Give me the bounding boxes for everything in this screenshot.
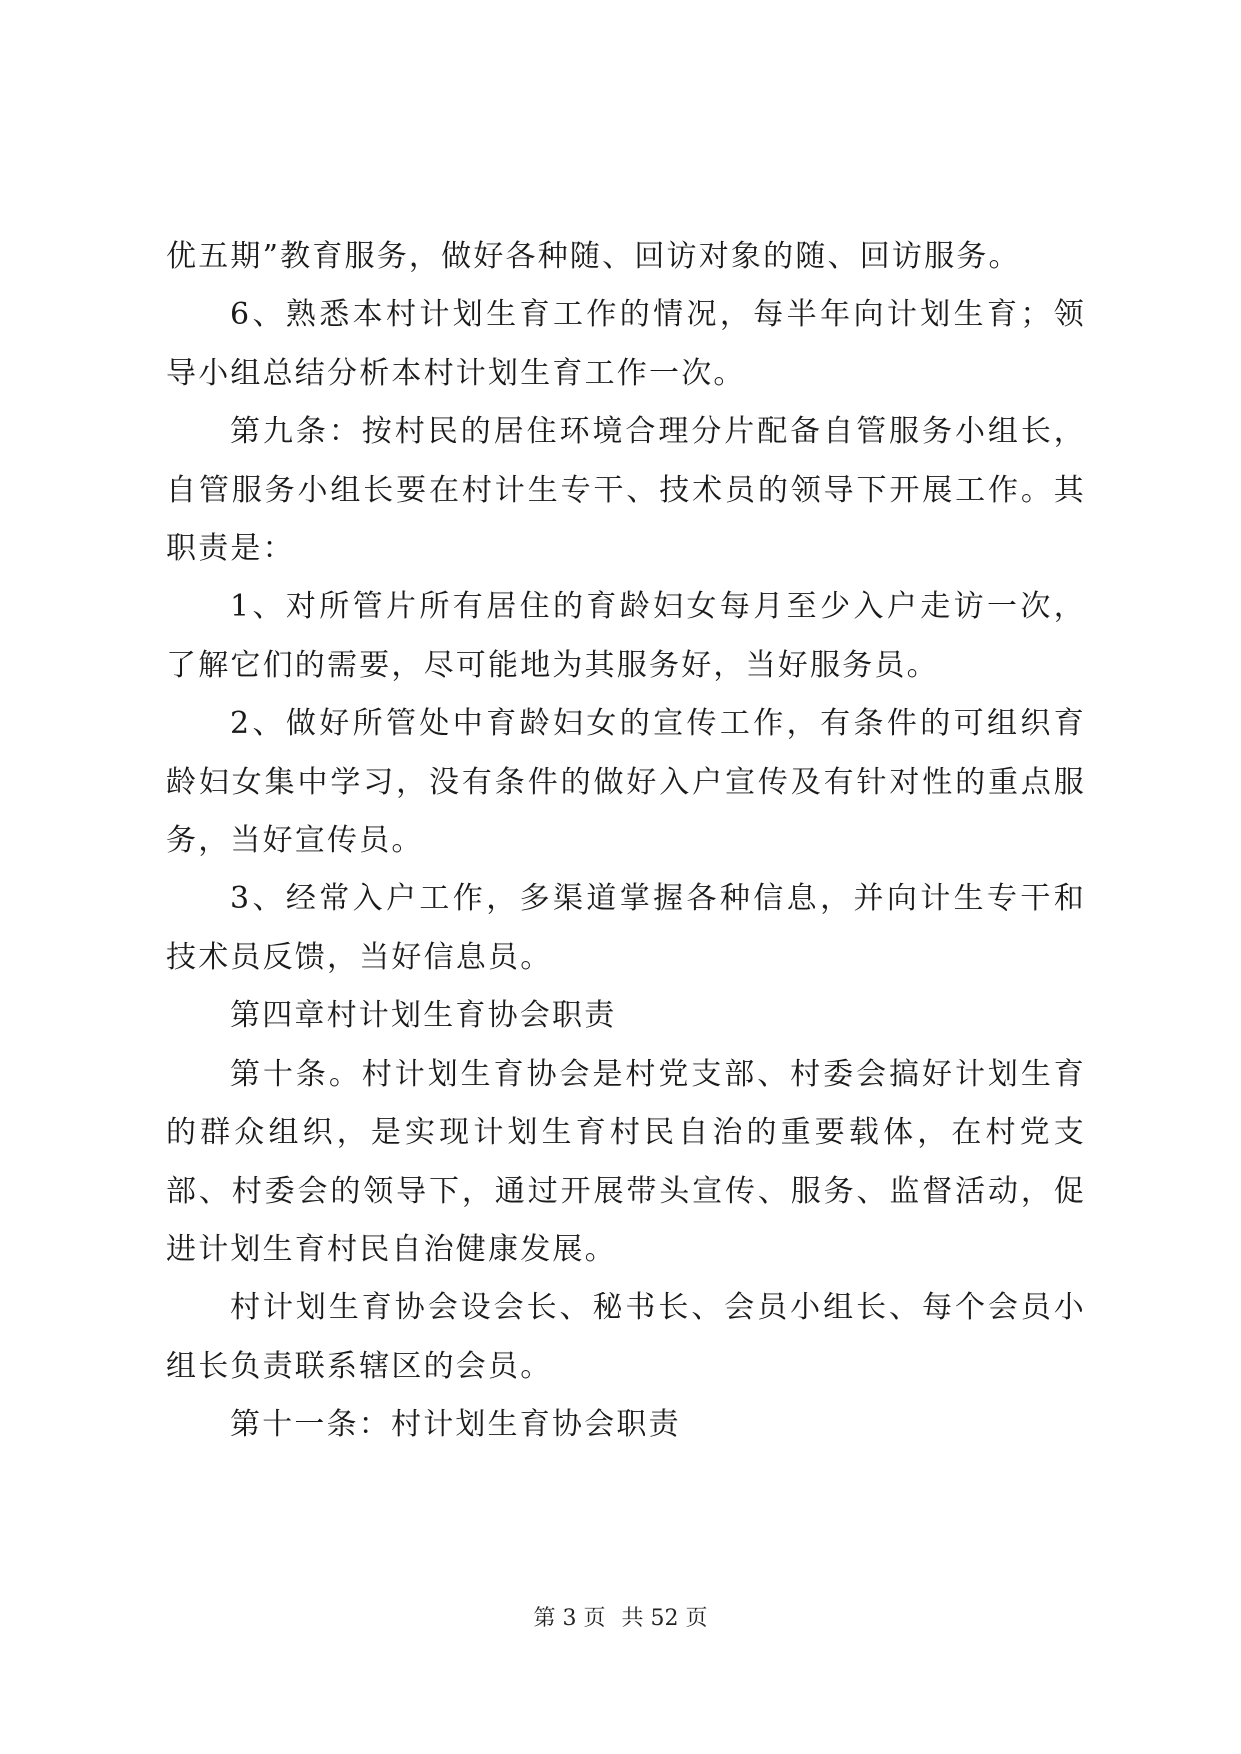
paragraph: 3、经常入户工作，多渠道掌握各种信息，并向计生专干和技术员反馈，当好信息员。 [166,881,1086,975]
page-total: 共 52 页 [621,1606,708,1631]
paragraph: 1、对所管片所有居住的育龄妇女每月至少入户走访一次，了解它们的需要，尽可能地为其服务好，当好服务员。 [166,589,1086,683]
paragraph: 第九条：按村民的居住环境合理分片配备自管服务小组长，自管服务小组长要在村计生专干、技术员的领导下开展工作。其职责是： [166,414,1086,567]
paragraph: 优五期”教育服务，做好各种随、回访对象的随、回访服务。 [166,239,1021,274]
paragraph: 6、熟悉本村计划生育工作的情况，每半年向计划生育；领导小组总结分析本村计划生育工作一次。 [166,297,1086,391]
document-body [166,228,1086,1455]
page-footer [0,1604,1241,1634]
paragraph: 2、做好所管处中育龄妇女的宣传工作，有条件的可组织育龄妇女集中学习，没有条件的做好入户宣传及有针对性的重点服务，当好宣传员。 [166,706,1086,859]
page-number: 第 3 页 [533,1606,606,1631]
chapter-heading: 第四章村计划生育协会职责 [230,998,617,1034]
paragraph: 村计划生育协会设会长、秘书长、会员小组长、每个会员小组长负责联系辖区的会员。 [166,1290,1086,1384]
article-heading: 第十一条：村计划生育协会职责 [230,1407,681,1443]
paragraph: 第十条。村计划生育协会是村党支部、村委会搞好计划生育的群众组织，是实现计划生育村民自治的重要载体，在村党支部、村委会的领导下，通过开展带头宣传、服务、监督活动，促进计划生育村民自治健康发展。 [166,1056,1086,1267]
